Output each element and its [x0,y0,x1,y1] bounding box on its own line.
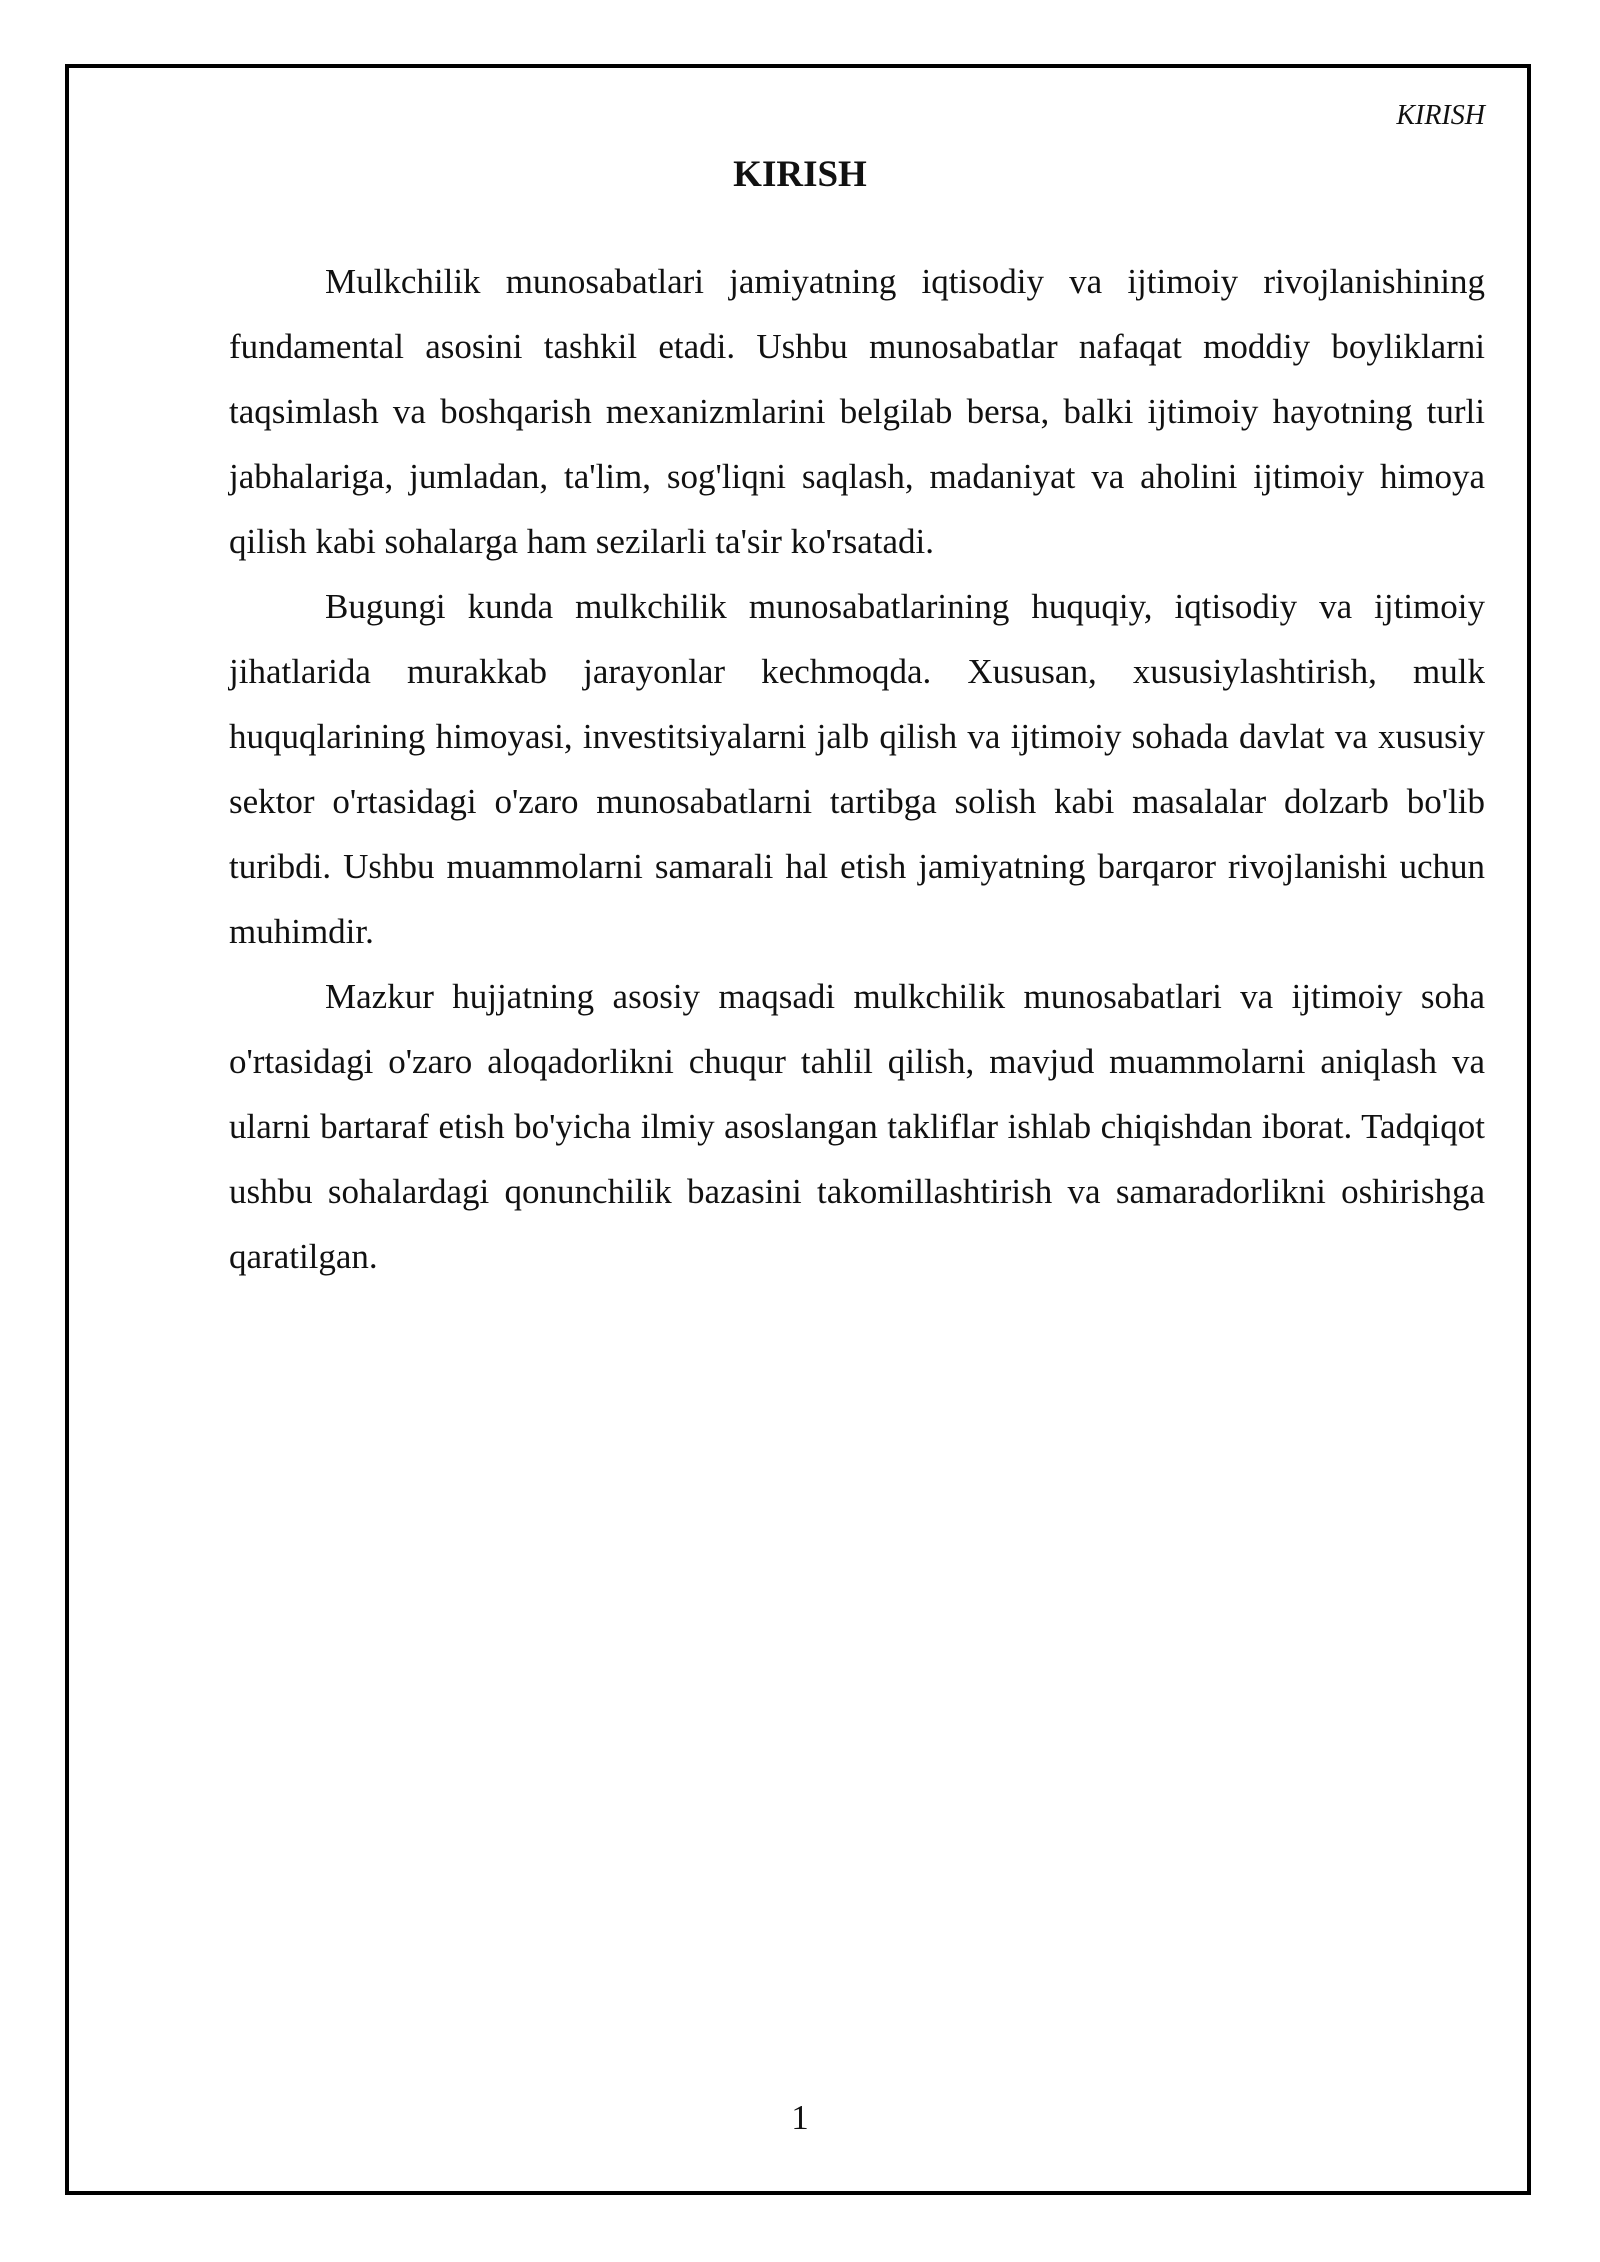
page-title: KIRISH [733,154,867,195]
body-text [229,249,1485,1289]
paragraph: Mulkchilik munosabatlari jamiyatning iqtisodiy va ijtimoiy rivojlanishining fundamental asosini tashkil etadi. Ushbu munosabatlar nafaqat moddiy boyliklarni taqsimlash va boshqarish mexanizmlarini belgilab bersa, balki ijtimoiy hayotning turli jabhalariga, jumladan, ta'lim, sog'liqni saqlash, madaniyat va aholini ijtimoiy himoya qilish kabi sohalarga ham sezilarli ta'sir ko'rsatadi. [229,262,1485,561]
page-number: 1 [791,2098,809,2137]
paragraph: Bugungi kunda mulkchilik munosabatlarining huquqiy, iqtisodiy va ijtimoiy jihatlarida murakkab jarayonlar kechmoqda. Xususan, xususiylashtirish, mulk huquqlarining himoyasi, investitsiyalarni jalb qilish va ijtimoiy sohada davlat va xususiy sektor o'rtasidagi o'zaro munosabatlarni tartibga solish kabi masalalar dolzarb bo'lib turibdi. Ushbu muammolarni samarali hal etish jamiyatning barqaror rivojlanishi uchun muhimdir. [229,587,1485,951]
running-header: KIRISH [1396,100,1485,131]
paragraph: Mazkur hujjatning asosiy maqsadi mulkchilik munosabatlari va ijtimoiy soha o'rtasidagi o'zaro aloqadorlikni chuqur tahlil qilish, mavjud muammolarni aniqlash va ularni bartaraf etish bo'yicha ilmiy asoslangan takliflar ishlab chiqishdan iborat. Tadqiqot ushbu sohalardagi qonunchilik bazasini takomillashtirish va samaradorlikni oshirishga qaratilgan. [229,977,1485,1276]
